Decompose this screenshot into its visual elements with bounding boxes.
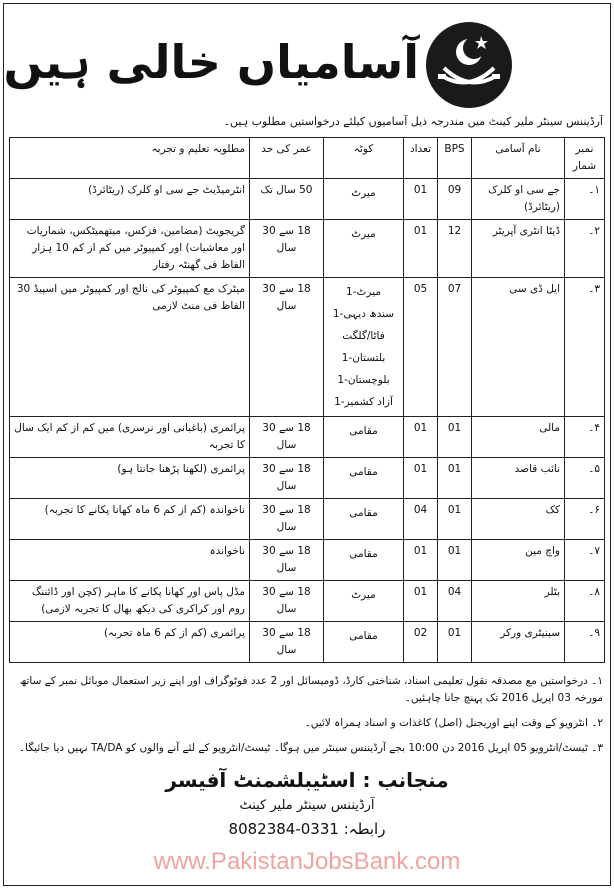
row-education: انٹرمیڈیٹ جے سی او کلرک (ریٹائرڈ) bbox=[10, 179, 250, 220]
note-item: ۳۔ ٹیسٹ/انٹرویو 05 اپریل 2016 دن 10:00 بجے آرڈیننس سینٹر میں ہوگا۔ ٹیسٹ/انٹرویو کے لئے آنے والوں کو TA/DA نہیں دیا جائیگا۔ bbox=[19, 742, 603, 754]
quota-item: مقامی bbox=[349, 425, 378, 437]
row-count: 05 bbox=[404, 278, 438, 417]
row-age: 18 سے 30 سال bbox=[250, 458, 324, 499]
row-post: مالی bbox=[472, 417, 565, 458]
row-count: 02 bbox=[404, 622, 438, 663]
row-quota bbox=[324, 540, 404, 581]
row-bps: 01 bbox=[438, 458, 472, 499]
table-row bbox=[10, 581, 605, 622]
header-post: نام آسامی bbox=[472, 138, 565, 179]
row-sr: ۱۔ bbox=[565, 179, 605, 220]
row-quota bbox=[324, 278, 404, 417]
quota-item: مقامی bbox=[349, 630, 378, 642]
table-row bbox=[10, 499, 605, 540]
table-row bbox=[10, 220, 605, 278]
row-post: نائب قاصد bbox=[472, 458, 565, 499]
row-age: 18 سے 30 سال bbox=[250, 278, 324, 417]
header-education: مطلوبہ تعلیم و تجربہ bbox=[10, 138, 250, 179]
row-education: ناخواندہ bbox=[10, 540, 250, 581]
row-sr: ۶۔ bbox=[565, 499, 605, 540]
table-row bbox=[10, 622, 605, 663]
row-bps: 12 bbox=[438, 220, 472, 278]
watermark: www.PakistanJobsBank.com bbox=[153, 848, 461, 875]
quota-item: مقامی bbox=[349, 548, 378, 560]
quota-item: میرٹ bbox=[351, 187, 376, 199]
quota-item: فاٹا/گلگت بلتستان-1 bbox=[341, 330, 386, 364]
notes bbox=[9, 663, 605, 757]
row-count: 01 bbox=[404, 581, 438, 622]
note-item: ۱۔ درخواستیں مع مصدقہ نقول تعلیمی اسناد، شناختی کارڈ، ڈومیسائل اور 2 عدد فوٹوگراف اور اپنے زیر استعمال موبائل نمبر کے ساتھ مورخہ 03 اپریل 2016 تک پہنچ جانا چاہئیں۔ bbox=[19, 675, 603, 704]
contact-label: رابطہ: bbox=[343, 820, 386, 838]
row-age: 18 سے 30 سال bbox=[250, 581, 324, 622]
quota-item: سندھ دیہی-1 bbox=[332, 308, 395, 320]
row-education: گریجویٹ (مضامین، فزکس، میتھمیٹکس، شماریات اور معاشیات) اور کمپیوٹر میں کم از کم 10 ہزار الفاظ فی گھنٹہ رفتار bbox=[10, 220, 250, 278]
row-age: 18 سے 30 سال bbox=[250, 220, 324, 278]
row-post: کک bbox=[472, 499, 565, 540]
row-education: ناخواندہ (کم از کم 6 ماہ کھانا پکانے کا تجربہ) bbox=[10, 499, 250, 540]
table-row bbox=[10, 417, 605, 458]
row-quota bbox=[324, 458, 404, 499]
quota-item: میرٹ bbox=[351, 589, 376, 601]
row-post: بٹلر bbox=[472, 581, 565, 622]
row-count: 01 bbox=[404, 540, 438, 581]
quota-item: مقامی bbox=[349, 507, 378, 519]
crescent-swords-icon bbox=[426, 22, 512, 108]
row-quota bbox=[324, 417, 404, 458]
signature-from: منجانب : اسٹیبلشمنٹ آفیسر bbox=[165, 768, 449, 792]
vacancies-table bbox=[9, 137, 605, 663]
quota-item: میرٹ bbox=[351, 228, 376, 240]
row-bps: 01 bbox=[438, 540, 472, 581]
table-header-row bbox=[10, 138, 605, 179]
header-quota: کوٹہ bbox=[324, 138, 404, 179]
row-age: 18 سے 30 سال bbox=[250, 622, 324, 663]
header-count: تعداد bbox=[404, 138, 438, 179]
row-post: سینیٹری ورکر bbox=[472, 622, 565, 663]
emblem-logo bbox=[426, 22, 512, 108]
quota-item: میرٹ-1 bbox=[346, 286, 381, 298]
row-bps: 01 bbox=[438, 622, 472, 663]
header-age: عمر کی حد bbox=[250, 138, 324, 179]
row-post: ایل ڈی سی bbox=[472, 278, 565, 417]
row-education: میٹرک مع کمپیوٹر کی نالج اور کمپیوٹر میں اسپیڈ 30 الفاظ فی منٹ لازمی bbox=[10, 278, 250, 417]
ad-title: آسامیاں خالی ہیں bbox=[3, 35, 419, 89]
row-education: پرائمری (کم از کم 6 ماہ تجربہ) bbox=[10, 622, 250, 663]
row-sr: ۲۔ bbox=[565, 220, 605, 278]
row-education: پرائمری (لکھنا پڑھنا جانتا ہو) bbox=[10, 458, 250, 499]
quota-item: بلوچستان-1 bbox=[337, 374, 390, 386]
contact-phone: 0331-8082384 bbox=[228, 820, 339, 838]
row-sr: ۴۔ bbox=[565, 417, 605, 458]
row-count: 04 bbox=[404, 499, 438, 540]
row-sr: ۵۔ bbox=[565, 458, 605, 499]
row-bps: 01 bbox=[438, 417, 472, 458]
table-row bbox=[10, 540, 605, 581]
row-quota bbox=[324, 179, 404, 220]
quota-item: آزاد کشمیر-1 bbox=[334, 396, 393, 408]
row-sr: ۹۔ bbox=[565, 622, 605, 663]
row-post: واچ مین bbox=[472, 540, 565, 581]
table-row bbox=[10, 458, 605, 499]
row-count: 01 bbox=[404, 179, 438, 220]
row-sr: ۳۔ bbox=[565, 278, 605, 417]
contact bbox=[9, 817, 605, 841]
row-bps: 04 bbox=[438, 581, 472, 622]
row-post: ڈیٹا انٹری آپریٹر bbox=[472, 220, 565, 278]
row-quota bbox=[324, 581, 404, 622]
row-education: پرائمری (باغبانی اور نرسری) میں کم از کم ایک سال کا تجربہ bbox=[10, 417, 250, 458]
row-count: 01 bbox=[404, 417, 438, 458]
row-bps: 09 bbox=[438, 179, 472, 220]
note-item: ۲۔ انٹرویو کے وقت اپنے اوریجنل (اصل) کاغذات و اسناد ہمراہ لائیں۔ bbox=[304, 717, 603, 729]
row-age: 18 سے 30 سال bbox=[250, 540, 324, 581]
row-sr: ۸۔ bbox=[565, 581, 605, 622]
row-count: 01 bbox=[404, 458, 438, 499]
row-quota bbox=[324, 220, 404, 278]
row-quota bbox=[324, 622, 404, 663]
row-age: 18 سے 30 سال bbox=[250, 417, 324, 458]
intro-text: آرڈیننس سینٹر ملیر کینٹ میں مندرجہ ذیل آسامیوں کیلئے درخواستیں مطلوب ہیں۔ bbox=[223, 115, 603, 128]
row-age: 50 سال تک bbox=[250, 179, 324, 220]
signature-org: آرڈیننس سینٹر ملیر کینٹ bbox=[239, 798, 375, 813]
ad-border bbox=[3, 3, 611, 886]
table-row bbox=[10, 278, 605, 417]
row-bps: 01 bbox=[438, 499, 472, 540]
row-post: جے سی او کلرک (ریٹائرڈ) bbox=[472, 179, 565, 220]
table-row bbox=[10, 179, 605, 220]
row-education: مڈل پاس اور کھانا پکانے کا ماہر (کچن اور ڈائننگ روم اور کراکری کی دیکھ بھال کا تجربہ لازمی) bbox=[10, 581, 250, 622]
row-count: 01 bbox=[404, 220, 438, 278]
header-sr: نمبر شمار bbox=[565, 138, 605, 179]
header-bps: BPS bbox=[438, 138, 472, 179]
row-bps: 07 bbox=[438, 278, 472, 417]
quota-item: مقامی bbox=[349, 466, 378, 478]
row-sr: ۷۔ bbox=[565, 540, 605, 581]
ad-header bbox=[3, 4, 605, 107]
row-age: 18 سے 30 سال bbox=[250, 499, 324, 540]
row-quota bbox=[324, 499, 404, 540]
